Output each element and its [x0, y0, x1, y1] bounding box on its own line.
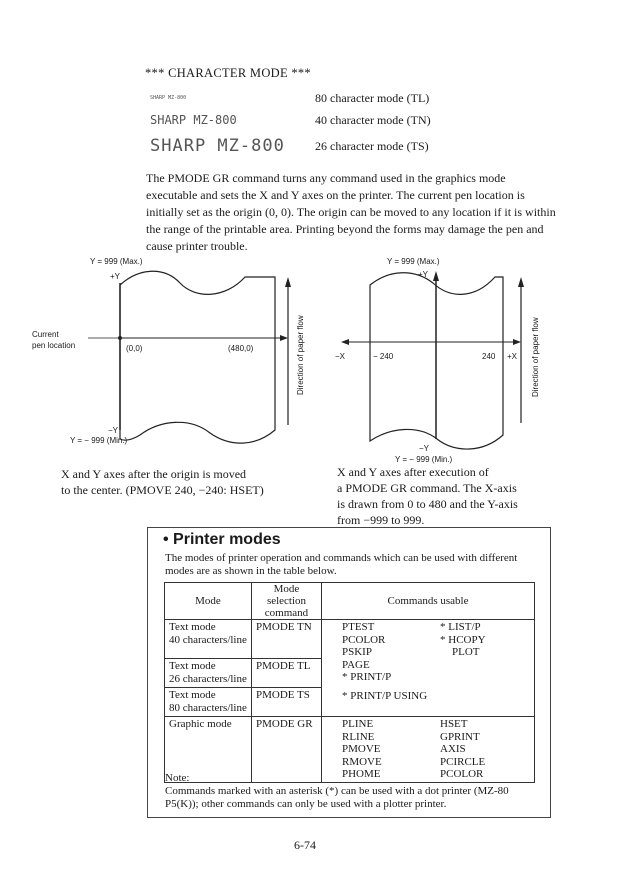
- mode-name: Text mode: [169, 689, 216, 701]
- caption-right-4: from −999 to 999.: [337, 513, 425, 527]
- minus-x-arrow: [341, 339, 349, 345]
- paper-sheet-left: [120, 271, 275, 443]
- cmd-item: PLINE: [342, 718, 374, 730]
- cmd-item: * HCOPY: [440, 633, 486, 646]
- cmd-item: [440, 659, 530, 672]
- origin-label-left: (0,0): [126, 344, 143, 353]
- left-value-label: − 240: [373, 352, 394, 361]
- cmd-item: RMOVE: [342, 755, 382, 768]
- header-selection-line1: Mode selection: [266, 583, 307, 607]
- printer-modes-intro: The modes of printer operation and commands which can be used with different modes are as shown in the table below.: [165, 552, 518, 577]
- caption-right-2: a PMODE GR command. The X-axis: [337, 481, 517, 495]
- cmd-item: PAGE: [342, 658, 370, 671]
- sample-26-char: SHARP MZ-800: [150, 136, 285, 156]
- sample-80-char: SHARP MZ-800: [150, 95, 187, 101]
- y-max-label-right: Y = 999 (Max.): [387, 257, 440, 266]
- header-commands: Commands usable: [322, 583, 535, 620]
- mode-name: Text mode: [169, 621, 216, 633]
- mode-name: Text mode: [169, 660, 216, 672]
- right-value-label: 240: [482, 352, 496, 361]
- cmd-item: AXIS: [440, 743, 466, 755]
- mode-desc-40: 40 character mode (TN): [315, 113, 431, 127]
- table-header-row: [165, 583, 535, 620]
- cmd-item: GPRINT: [440, 730, 480, 743]
- minus-y-label-left: −Y: [108, 426, 119, 435]
- printer-modes-title: • Printer modes: [163, 531, 281, 548]
- character-mode-title: *** CHARACTER MODE ***: [145, 66, 311, 80]
- y-min-label-right: Y = − 999 (Min.): [395, 455, 453, 464]
- origin-dot-left: [118, 336, 122, 340]
- cmd-item: * PRINT/P: [342, 671, 392, 683]
- caption-left-2: to the center. (PMOVE 240, −240: HSET): [61, 483, 264, 497]
- sample-40-char: SHARP MZ-800: [150, 113, 237, 127]
- cmd-item: PHOME: [342, 768, 381, 780]
- pen-location-label: pen location: [32, 341, 76, 350]
- plus-x-arrow: [513, 339, 521, 345]
- selection-cell: PMODE TL: [252, 659, 322, 688]
- mode-detail: 80 characters/line: [169, 701, 247, 714]
- cmd-item: PTEST: [342, 621, 375, 633]
- plus-y-label-left: +Y: [110, 272, 121, 281]
- cmd-item: PLOT: [452, 646, 480, 658]
- minus-x-label: −X: [335, 352, 346, 361]
- mode-cell: Graphic mode: [165, 717, 252, 783]
- x-arrow-left: [280, 335, 288, 341]
- printer-modes-table: [164, 582, 535, 783]
- header-mode: Mode: [165, 583, 252, 620]
- cmd-item: PCOLOR: [342, 633, 386, 646]
- selection-cell: PMODE TN: [252, 620, 322, 659]
- mode-detail: 26 characters/line: [169, 672, 247, 685]
- mode-cell: [165, 620, 252, 659]
- mode-desc-80: 80 character mode (TL): [315, 91, 430, 105]
- cmd-item: PMOVE: [342, 743, 381, 755]
- table-row: [165, 620, 535, 659]
- note-block: [165, 772, 545, 811]
- y-max-label-left: Y = 999 (Max.): [90, 257, 143, 266]
- header-selection-line2: command: [264, 607, 309, 619]
- y-min-label-left: Y = − 999 (Min.): [70, 436, 128, 445]
- selection-cell: PMODE TS: [252, 688, 322, 717]
- page-number: 6-74: [294, 838, 316, 852]
- note-text: Commands marked with an asterisk (*) can be used with a dot printer (MZ-80 P5(K)); other commands can only be used with a plotter printer.: [165, 785, 509, 810]
- end-label-left: (480,0): [228, 344, 254, 353]
- cmd-item: * PRINT/P USING: [342, 689, 428, 702]
- figure-origin-moved: [30, 255, 310, 470]
- flow-arrow-right: [518, 277, 524, 287]
- paper-flow-label-right: Direction of paper flow: [531, 317, 540, 397]
- current-label: Current: [32, 330, 59, 339]
- figure-pmode-gr: [335, 255, 555, 475]
- plus-y-label-right: +Y: [418, 270, 429, 279]
- mode-detail: 40 characters/line: [169, 633, 247, 646]
- text-commands-cell: [322, 620, 535, 717]
- plus-y-arrow-right: [433, 271, 439, 281]
- caption-right-3: is drawn from 0 to 480 and the Y-axis: [337, 497, 518, 511]
- cmd-item: PCIRCLE: [440, 755, 486, 768]
- mode-cell: [165, 659, 252, 688]
- intro-paragraph: The PMODE GR command turns any command used in the graphics mode executable and sets the X and Y axes on the printer. The current pen location is initially set as the origin (0, 0). The origin can be moved to any location if it is within the range of the printable area. Printing beyond the forms may damage the pen and cause printer trouble.: [146, 171, 556, 253]
- mode-cell: [165, 688, 252, 717]
- note-title: Note:: [165, 772, 190, 784]
- plus-x-label: +X: [507, 352, 518, 361]
- cmd-item: PCOLOR: [440, 768, 484, 780]
- caption-right-1: X and Y axes after execution of: [337, 465, 489, 479]
- caption-left-1: X and Y axes after the origin is moved: [61, 467, 247, 481]
- mode-desc-26: 26 character mode (TS): [315, 139, 429, 153]
- header-selection: [252, 583, 322, 620]
- cmd-item: RLINE: [342, 730, 375, 743]
- cmd-item: PSKIP: [342, 646, 372, 658]
- cmd-item: * LIST/P: [440, 621, 481, 633]
- minus-y-label-right: −Y: [419, 444, 430, 453]
- cmd-item: [440, 671, 530, 684]
- flow-arrow-left: [285, 277, 291, 287]
- cmd-item: HSET: [440, 718, 468, 730]
- selection-cell: PMODE GR: [252, 717, 322, 783]
- paper-flow-label-left: Direction of paper flow: [296, 315, 305, 395]
